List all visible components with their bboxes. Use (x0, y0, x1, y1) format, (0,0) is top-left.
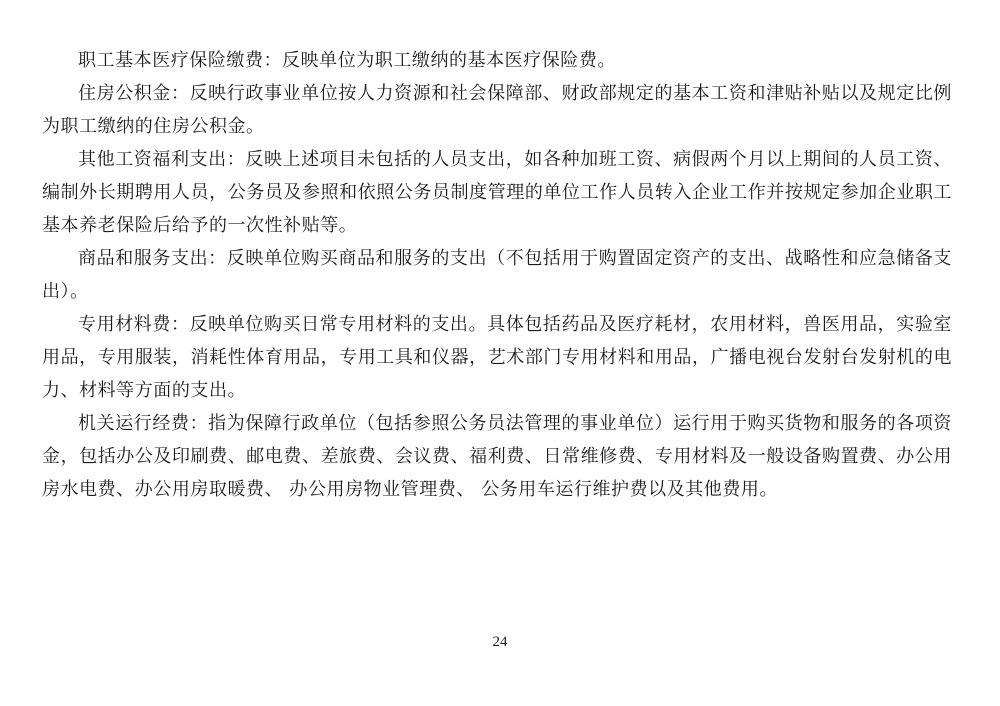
paragraph-other-welfare: 其他工资福利支出：反映上述项目未包括的人员支出，如各种加班工资、病假两个月以上期间的人员工资、编制外长期聘用人员，公务员及参照和依照公务员制度管理的单位工作人员转入企业工作并按规定参加企业职工基本养老保险后给予的一次性补贴等。 (42, 149, 952, 236)
paragraph-medical-insurance: 职工基本医疗保险缴费：反映单位为职工缴纳的基本医疗保险费。 (78, 50, 616, 71)
paragraph-special-materials: 专用材料费：反映单位购买日常专用材料的支出。具体包括药品及医疗耗材，农用材料，兽医用品，实验室用品，专用服装，消耗性体育用品，专用工具和仪器，艺术部门专用材料和用品，广播电视台发射台发射机的电力、材料等方面的支出。 (42, 314, 952, 401)
body-text (42, 44, 952, 506)
paragraph-operating-expenses: 机关运行经费：指为保障行政单位（包括参照公务员法管理的事业单位）运行用于购买货物和服务的各项资金，包括办公及印刷费、邮电费、差旅费、会议费、福利费、日常维修费、专用材料及一般设备购置费、办公用房水电费、办公用房取暖费、 办公用房物业管理费、 公务用车运行维护费以及其他费用。 (42, 413, 952, 500)
paragraph-housing-fund: 住房公积金：反映行政事业单位按人力资源和社会保障部、财政部规定的基本工资和津贴补贴以及规定比例为职工缴纳的住房公积金。 (42, 83, 952, 137)
page-number: 24 (492, 634, 508, 650)
paragraph-goods-services: 商品和服务支出：反映单位购买商品和服务的支出（不包括用于购置固定资产的支出、战略性和应急储备支出）。 (42, 248, 952, 302)
